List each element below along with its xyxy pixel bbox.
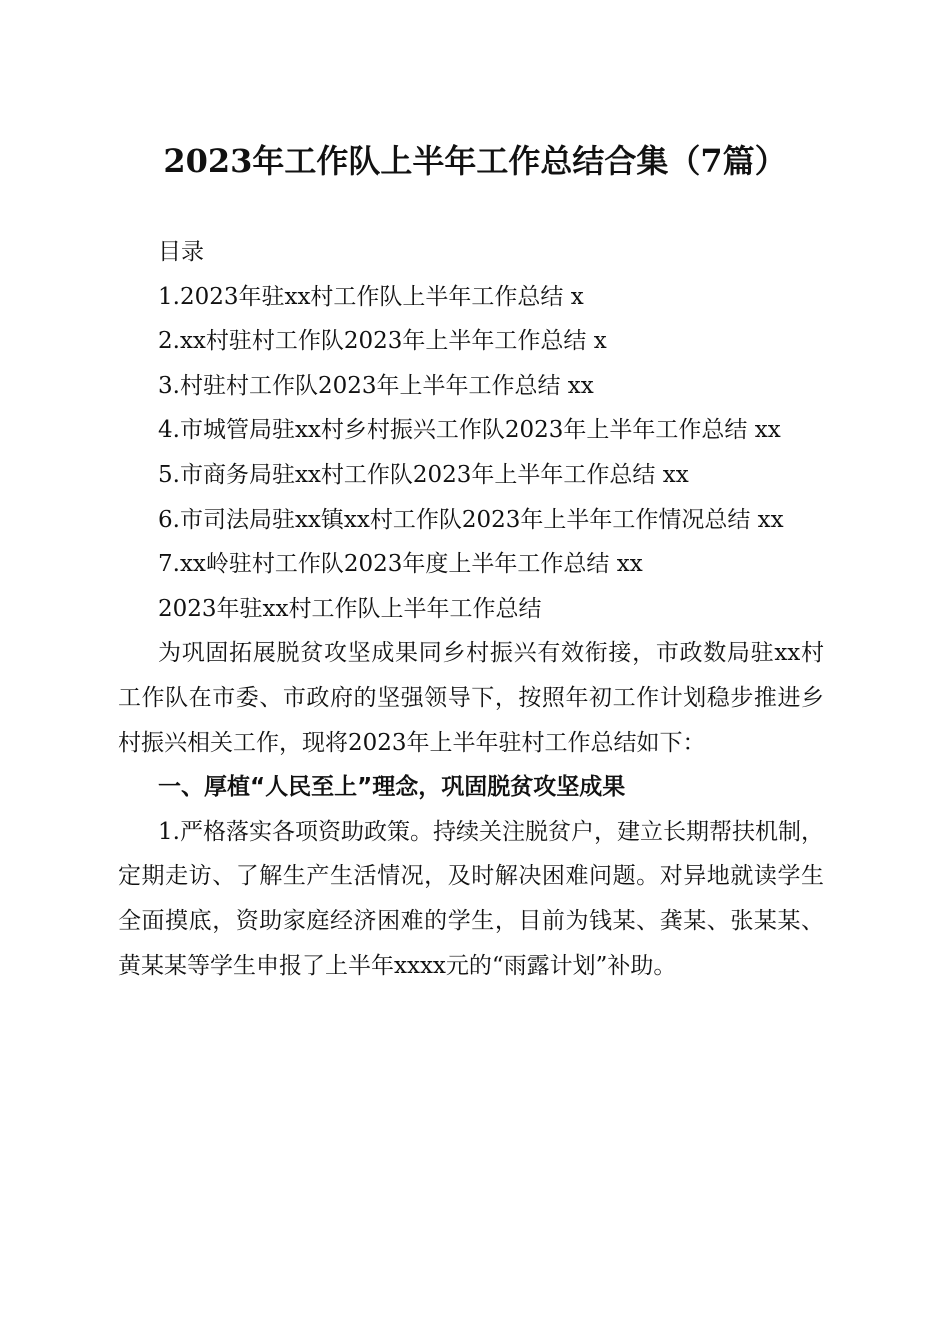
toc-item-1: 1.2023年驻xx村工作队上半年工作总结 x bbox=[158, 283, 584, 310]
toc-item-7: 7.xx岭驻村工作队2023年度上半年工作总结 xx bbox=[158, 551, 643, 578]
intro-paragraph: 为巩固拓展脱贫攻坚成果同乡村振兴有效衔接，市政数局驻xx村工作队在市委、市政府的坚强领导下，按照年初工作计划稳步推进乡村振兴相关工作，现将2023年上半年驻村工作总结如下： bbox=[118, 640, 824, 756]
toc-item-6: 6.市司法局驻xx镇xx村工作队2023年上半年工作情况总结 xx bbox=[158, 506, 784, 533]
toc-item-3: 3.村驻村工作队2023年上半年工作总结 xx bbox=[158, 372, 594, 399]
section-paragraph: 1.严格落实各项资助政策。持续关注脱贫户，建立长期帮扶机制，定期走访、了解生产生活情况，及时解决困难问题。对异地就读学生全面摸底，资助家庭经济困难的学生，目前为钱某、龚某、张某某、黄某某等学生申报了上半年xxxx元的“雨露计划”补助。 bbox=[118, 818, 824, 979]
document-title: 2023年工作队上半年工作总结合集（7篇） bbox=[163, 142, 787, 180]
toc-item-2: 2.xx村驻村工作队2023年上半年工作总结 x bbox=[158, 328, 607, 355]
toc-item-4: 4.市城管局驻xx村乡村振兴工作队2023年上半年工作总结 xx bbox=[158, 417, 781, 444]
article-title: 2023年驻xx村工作队上半年工作总结 bbox=[158, 595, 542, 622]
toc-item-5: 5.市商务局驻xx村工作队2023年上半年工作总结 xx bbox=[158, 461, 689, 488]
section-heading: 一、厚植“人民至上”理念，巩固脱贫攻坚成果 bbox=[158, 774, 626, 801]
document-body bbox=[118, 230, 824, 988]
toc-label: 目录 bbox=[158, 239, 204, 265]
